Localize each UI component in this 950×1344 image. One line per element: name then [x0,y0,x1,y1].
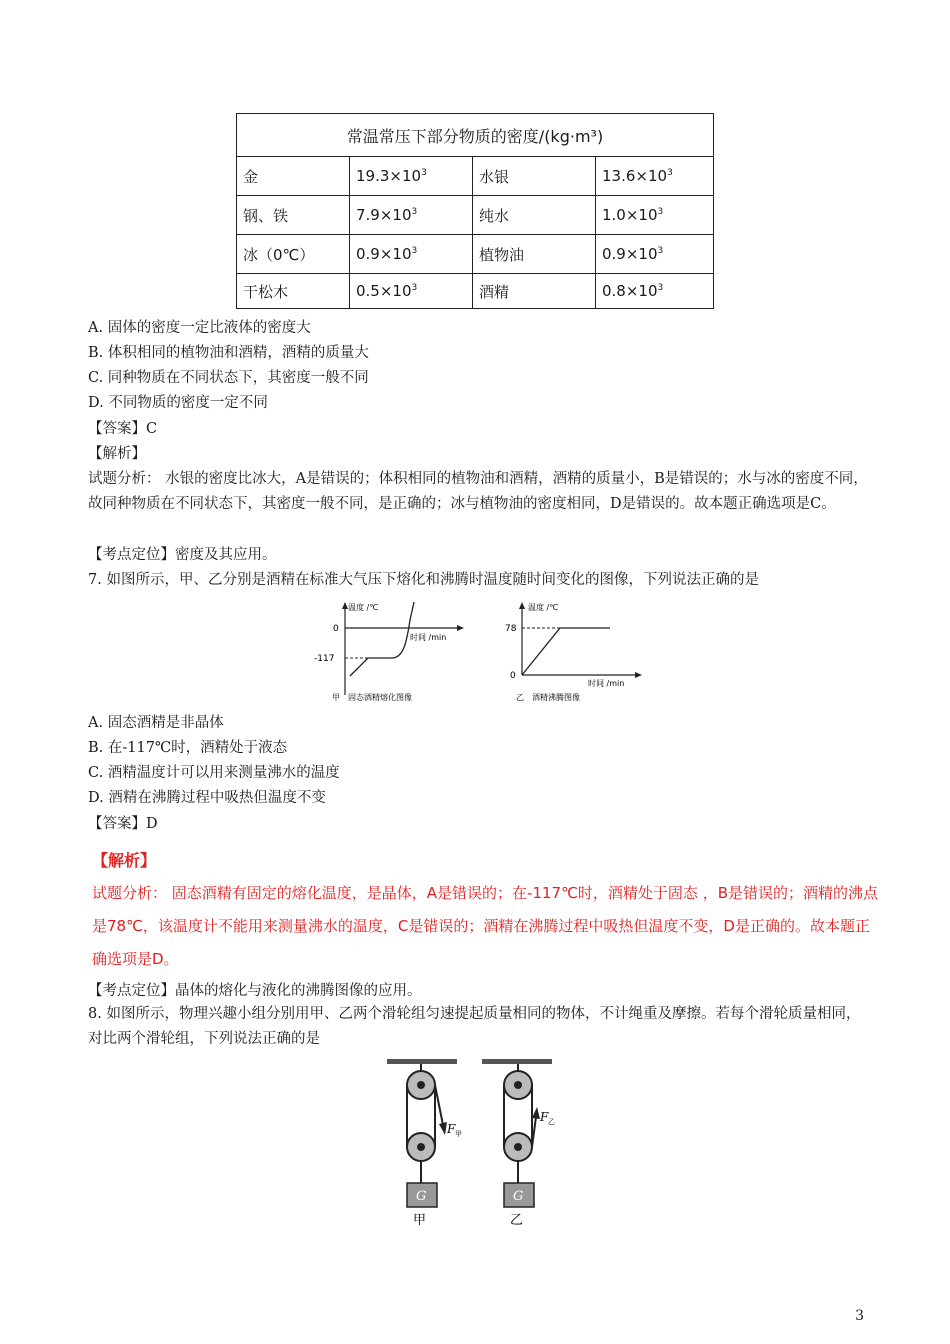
boiling-graph [500,600,650,708]
y-axis-label: 温度 /℃ [528,603,559,612]
table-cell: $0.9\times 10^3$ [596,235,714,274]
q7-option-d: D. 酒精在沸腾过程中吸热但温度不变 [88,790,326,806]
pulley-system-left [385,1055,475,1230]
y-axis-arrow [519,602,525,609]
ceiling [482,1059,552,1064]
graph-caption: 乙 酒精沸腾图像 [516,693,580,702]
table-cell: $13.6\times 10^3$ [596,157,714,196]
q6-option-c: C. 同种物质在不同状态下，其密度一般不同 [88,370,369,386]
x-axis-label: 时间 /min [410,633,447,642]
table-title: 常温常压下部分物质的密度/(kg·m³) [237,114,714,157]
table-cell: 植物油 [473,235,596,274]
table-cell: 钢、铁 [237,196,350,235]
table-row [237,196,714,235]
tick-label-zero: 0 [510,671,516,681]
force-label: F [447,1122,456,1136]
table-cell: 干松木 [237,274,350,309]
q7-analysis-title: 【解析】 [92,851,157,870]
weight-label: G [513,1189,524,1204]
graph-caption: 甲 固态酒精熔化图像 [332,693,412,702]
q6-option-d: D. 不同物质的密度一定不同 [88,395,268,411]
table-cell: $19.3\times 10^3$ [350,157,473,196]
melting-graph [310,600,470,708]
figure-caption: 甲 [413,1213,427,1228]
table-row [237,235,714,274]
y-axis-label: 温度 /℃ [348,603,379,612]
table-cell: $0.8\times 10^3$ [596,274,714,309]
q7-analysis: 试题分析： 固态酒精有固定的熔化温度，是晶体，A是错误的；在-117℃时，酒精处于固态 ，B是错误的；酒精的沸点是78℃，该温度计不能用来测量沸水的温度，C是错误的；酒精在沸腾过程中吸热但温度不变，D是正确的。故本题正确选项是D。 [92,884,878,968]
ceiling [387,1059,457,1064]
q7-option-c: C. 酒精温度计可以用来测量沸水的温度 [88,765,340,781]
table-cell: 冰（0℃） [237,235,350,274]
table-cell: 水银 [473,157,596,196]
figure-caption: 乙 [510,1213,524,1228]
table-cell: $1.0\times 10^3$ [596,196,714,235]
q7-option-b: B. 在-117℃时，酒精处于液态 [88,740,288,756]
density-table [236,113,714,309]
table-cell: 酒精 [473,274,596,309]
table-cell: 纯水 [473,196,596,235]
page-number: 3 [855,1308,864,1324]
x-axis-label: 时间 /min [588,679,625,688]
rope-free-end [435,1085,443,1125]
table-cell: $0.5\times 10^3$ [350,274,473,309]
pulley-axle [514,1081,522,1089]
force-subscript: 甲 [455,1130,462,1138]
table-cell: $0.9\times 10^3$ [350,235,473,274]
table-row [237,157,714,196]
pulley-axle [514,1143,522,1151]
melting-curve [350,602,414,676]
q7-stem: 7. 如图所示，甲、乙分别是酒精在标准大气压下熔化和沸腾时温度随时间变化的图像，下列说法正确的是 [88,572,759,588]
q6-answer: 【答案】C [88,421,158,437]
q8-stem: 8. 如图所示，物理兴趣小组分别用甲、乙两个滑轮组匀速提起质量相同的物体，不计绳重及摩擦。若每个滑轮质量相同，对比两个滑轮组，下列说法正确的是 [88,1006,861,1047]
q7-answer: 【答案】D [88,816,158,832]
q7-point: 【考点定位】晶体的熔化与液化的沸腾图像的应用。 [88,983,422,999]
boiling-curve [522,628,610,675]
table-cell: 金 [237,157,350,196]
tick-label-value: -117 [314,654,335,664]
q6-point: 【考点定位】密度及其应用。 [88,547,277,563]
q6-option-a: A. 固体的密度一定比液体的密度大 [88,320,311,336]
x-axis-arrow [457,625,464,631]
pulley-axle [417,1081,425,1089]
q6-option-b: B. 体积相同的植物油和酒精，酒精的质量大 [88,345,369,361]
q6-analysis: 试题分析： 水银的密度比冰大，A是错误的；体积相同的植物油和酒精，酒精的质量小，B是错误的；水与冰的密度不同，故同种物质在不同状态下，其密度一般不同，是正确的；冰与植物油的密度相同，D是错误的。故本题正确选项是C。 [88,471,868,512]
pulley-axle [417,1143,425,1151]
x-axis-arrow [635,672,642,678]
q7-option-a: A. 固态酒精是非晶体 [88,715,224,731]
table-row [237,274,714,309]
force-arrow [532,1107,540,1119]
force-arrow [439,1122,447,1135]
table-cell: $7.9\times 10^3$ [350,196,473,235]
tick-label-zero: 0 [333,624,339,634]
weight-label: G [416,1189,427,1204]
force-label: F [540,1110,549,1124]
pulley-system-right [478,1055,568,1230]
q6-analysis-title: 【解析】 [88,446,146,462]
force-subscript: 乙 [548,1118,555,1126]
tick-label-value: 78 [505,624,517,634]
